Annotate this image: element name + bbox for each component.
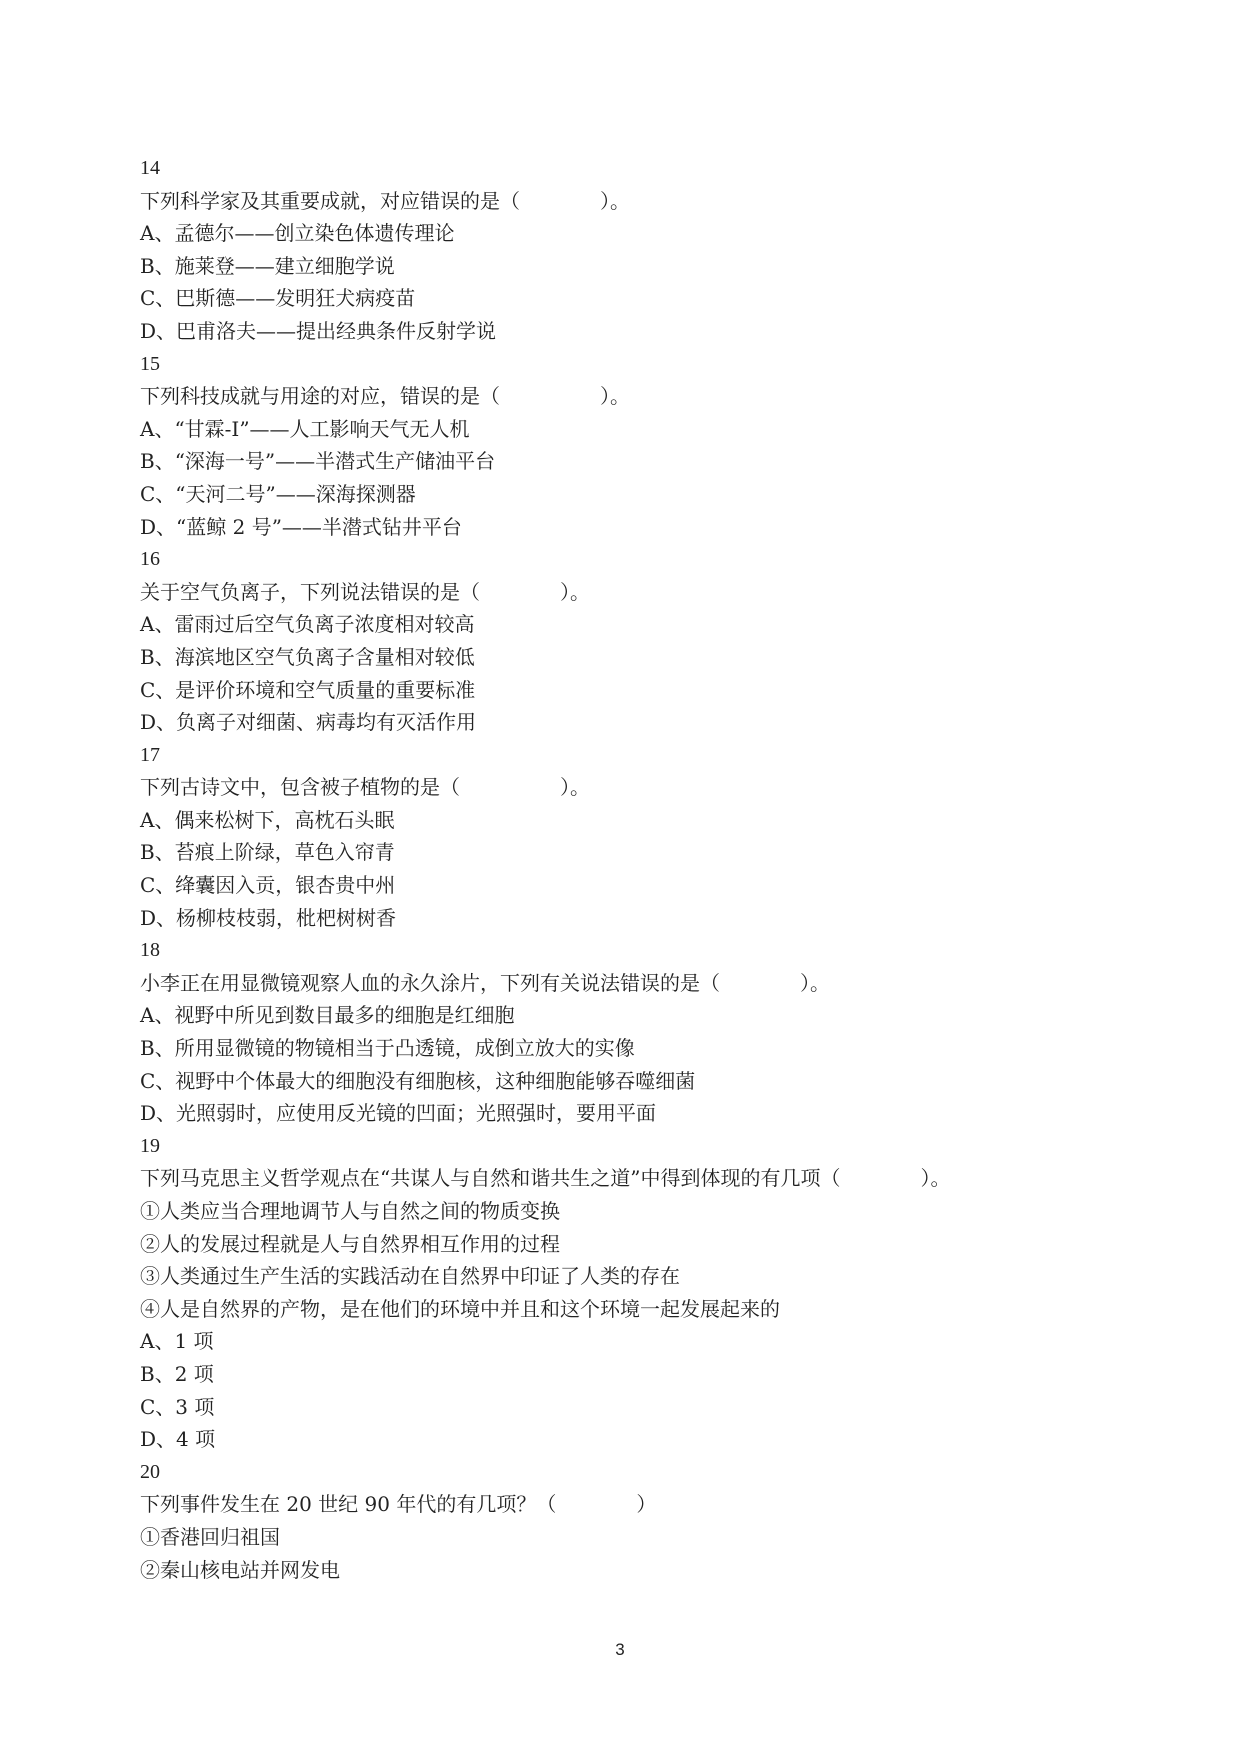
option-a: A、视野中所见到数目最多的细胞是红细胞 bbox=[140, 1003, 515, 1028]
option-d: D、光照弱时，应使用反光镜的凹面；光照强时，要用平面 bbox=[140, 1101, 657, 1126]
question-stem: 下列事件发生在 20 世纪 90 年代的有几项？（ ） bbox=[140, 1492, 657, 1517]
statement-item: ②秦山核电站并网发电 bbox=[140, 1557, 340, 1582]
question-number: 18 bbox=[140, 939, 160, 962]
option-d: D、负离子对细菌、病毒均有灭活作用 bbox=[140, 710, 477, 735]
statement-item: ③人类通过生产生活的实践活动在自然界中印证了人类的存在 bbox=[140, 1264, 680, 1289]
option-a: A、偶来松树下，高枕石头眠 bbox=[140, 807, 395, 832]
option-c: C、是评价环境和空气质量的重要标准 bbox=[140, 677, 476, 702]
page-number: 3 bbox=[615, 1640, 625, 1659]
question-stem: 小李正在用显微镜观察人血的永久涂片，下列有关说法错误的是（ ）。 bbox=[140, 970, 830, 995]
question-stem: 下列古诗文中，包含被子植物的是（ ）。 bbox=[140, 775, 590, 800]
option-b: B、苔痕上阶绿，草色入帘青 bbox=[140, 840, 395, 865]
option-d: D、巴甫洛夫——提出经典条件反射学说 bbox=[140, 318, 497, 343]
option-c: C、“天河二号”——深海探测器 bbox=[140, 481, 416, 506]
option-c: C、巴斯德——发明狂犬病疫苗 bbox=[140, 286, 416, 311]
option-d: D、“蓝鲸 2 号”——半潜式钻井平台 bbox=[140, 514, 462, 539]
option-b: B、施莱登——建立细胞学说 bbox=[140, 253, 395, 278]
option-d: D、4 项 bbox=[140, 1427, 216, 1452]
question-stem: 下列马克思主义哲学观点在“共谋人与自然和谐共生之道”中得到体现的有几项（ ）。 bbox=[140, 1166, 951, 1191]
option-c: C、3 项 bbox=[140, 1394, 215, 1419]
question-list bbox=[140, 152, 1140, 1586]
question-number: 20 bbox=[140, 1460, 160, 1483]
statement-item: ④人是自然界的产物，是在他们的环境中并且和这个环境一起发展起来的 bbox=[140, 1296, 780, 1321]
option-b: B、2 项 bbox=[140, 1361, 214, 1386]
option-c: C、绛囊因入贡，银杏贵中州 bbox=[140, 873, 396, 898]
question-number: 17 bbox=[140, 743, 160, 766]
statement-item: ②人的发展过程就是人与自然界相互作用的过程 bbox=[140, 1231, 560, 1256]
question-number: 16 bbox=[140, 548, 160, 571]
statement-item: ①香港回归祖国 bbox=[140, 1524, 280, 1549]
question-stem: 关于空气负离子，下列说法错误的是（ ）。 bbox=[140, 579, 590, 604]
option-b: B、海滨地区空气负离子含量相对较低 bbox=[140, 644, 475, 669]
option-a: A、“甘霖-Ⅰ”——人工影响天气无人机 bbox=[140, 416, 470, 441]
question-stem: 下列科学家及其重要成就，对应错误的是（ ）。 bbox=[140, 188, 630, 213]
question-number: 14 bbox=[140, 157, 160, 179]
question-number: 19 bbox=[140, 1134, 160, 1157]
statement-item: ①人类应当合理地调节人与自然之间的物质变换 bbox=[140, 1199, 560, 1223]
option-a: A、1 项 bbox=[140, 1329, 214, 1354]
option-a: A、雷雨过后空气负离子浓度相对较高 bbox=[140, 612, 475, 637]
option-c: C、视野中个体最大的细胞没有细胞核，这种细胞能够吞噬细菌 bbox=[140, 1068, 696, 1093]
option-a: A、孟德尔——创立染色体遗传理论 bbox=[140, 221, 455, 246]
question-number: 15 bbox=[140, 352, 160, 375]
option-b: B、“深海一号”——半潜式生产储油平台 bbox=[140, 449, 496, 474]
option-d: D、杨柳枝枝弱，枇杷树树香 bbox=[140, 905, 397, 930]
question-stem: 下列科技成就与用途的对应，错误的是（ ）。 bbox=[140, 384, 630, 409]
option-b: B、所用显微镜的物镜相当于凸透镜，成倒立放大的实像 bbox=[140, 1036, 635, 1061]
